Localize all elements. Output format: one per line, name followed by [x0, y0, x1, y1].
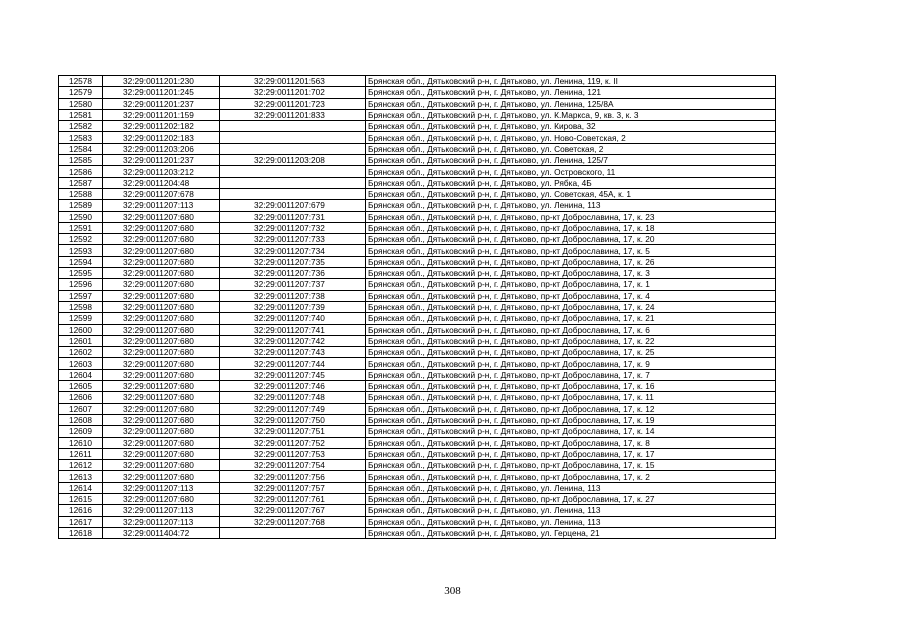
parcel-cadastral-number-cell: 32:29:0011207:680: [103, 369, 220, 380]
object-cadastral-number-cell: 32:29:0011207:733: [220, 234, 366, 245]
address-cell: Брянская обл., Дятьковский р-н, г. Дятьково, пр-кт Доброславина, 17, к. 12: [366, 403, 776, 414]
address-cell: Брянская обл., Дятьковский р-н, г. Дятьково, ул. Ленина, 121: [366, 87, 776, 98]
address-cell: Брянская обл., Дятьковский р-н, г. Дятьково, пр-кт Доброславина, 17, к. 17: [366, 448, 776, 459]
address-cell: Брянская обл., Дятьковский р-н, г. Дятьково, пр-кт Доброславина, 17, к. 26: [366, 256, 776, 267]
address-cell: Брянская обл., Дятьковский р-н, г. Дятьково, пр-кт Доброславина, 17, к. 11: [366, 392, 776, 403]
table-row: [59, 381, 776, 392]
object-cadastral-number-cell: 32:29:0011207:732: [220, 222, 366, 233]
table-row: [59, 482, 776, 493]
object-cadastral-number-cell: 32:29:0011207:737: [220, 279, 366, 290]
table-row: [59, 200, 776, 211]
object-cadastral-number-cell: 32:29:0011207:744: [220, 358, 366, 369]
record-number-cell: 12604: [59, 369, 103, 380]
parcel-cadastral-number-cell: 32:29:0011201:159: [103, 109, 220, 120]
record-number-cell: 12590: [59, 211, 103, 222]
record-number-cell: 12586: [59, 166, 103, 177]
record-number-cell: 12608: [59, 414, 103, 425]
table-row: [59, 448, 776, 459]
parcel-cadastral-number-cell: 32:29:0011207:680: [103, 279, 220, 290]
table-row: [59, 460, 776, 471]
table-row: [59, 177, 776, 188]
record-number-cell: 12611: [59, 448, 103, 459]
record-number-cell: 12607: [59, 403, 103, 414]
address-cell: Брянская обл., Дятьковский р-н, г. Дятьково, пр-кт Доброславина, 17, к. 25: [366, 347, 776, 358]
table-row: [59, 211, 776, 222]
object-cadastral-number-cell: 32:29:0011207:736: [220, 268, 366, 279]
address-cell: Брянская обл., Дятьковский р-н, г. Дятьково, пр-кт Доброславина, 17, к. 2: [366, 471, 776, 482]
table-row: [59, 426, 776, 437]
object-cadastral-number-cell: 32:29:0011207:734: [220, 245, 366, 256]
address-cell: Брянская обл., Дятьковский р-н, г. Дятьково, ул. Ленина, 125/8А: [366, 98, 776, 109]
object-cadastral-number-cell: 32:29:0011207:754: [220, 460, 366, 471]
object-cadastral-number-cell: 32:29:0011207:735: [220, 256, 366, 267]
object-cadastral-number-cell: 32:29:0011207:740: [220, 313, 366, 324]
parcel-cadastral-number-cell: 32:29:0011202:182: [103, 121, 220, 132]
record-number-cell: 12594: [59, 256, 103, 267]
record-number-cell: 12598: [59, 301, 103, 312]
table-row: [59, 279, 776, 290]
address-cell: Брянская обл., Дятьковский р-н, г. Дятьково, пр-кт Доброславина, 17, к. 6: [366, 324, 776, 335]
parcel-cadastral-number-cell: 32:29:0011207:680: [103, 268, 220, 279]
object-cadastral-number-cell: 32:29:0011201:833: [220, 109, 366, 120]
object-cadastral-number-cell: 32:29:0011207:750: [220, 414, 366, 425]
record-number-cell: 12579: [59, 87, 103, 98]
address-cell: Брянская обл., Дятьковский р-н, г. Дятьково, ул. К.Маркса, 9, кв. 3, к. 3: [366, 109, 776, 120]
table-row: [59, 290, 776, 301]
parcel-cadastral-number-cell: 32:29:0011207:680: [103, 313, 220, 324]
address-cell: Брянская обл., Дятьковский р-н, г. Дятьково, пр-кт Доброславина, 17, к. 20: [366, 234, 776, 245]
object-cadastral-number-cell: 32:29:0011207:739: [220, 301, 366, 312]
address-cell: Брянская обл., Дятьковский р-н, г. Дятьково, пр-кт Доброславина, 17, к. 18: [366, 222, 776, 233]
parcel-cadastral-number-cell: 32:29:0011207:113: [103, 516, 220, 527]
address-cell: Брянская обл., Дятьковский р-н, г. Дятьково, ул. Ленина, 113: [366, 505, 776, 516]
record-number-cell: 12588: [59, 188, 103, 199]
record-number-cell: 12599: [59, 313, 103, 324]
table-row: [59, 471, 776, 482]
object-cadastral-number-cell: [220, 121, 366, 132]
object-cadastral-number-cell: 32:29:0011207:757: [220, 482, 366, 493]
parcel-cadastral-number-cell: 32:29:0011207:680: [103, 437, 220, 448]
record-number-cell: 12591: [59, 222, 103, 233]
object-cadastral-number-cell: 32:29:0011207:743: [220, 347, 366, 358]
object-cadastral-number-cell: 32:29:0011207:746: [220, 381, 366, 392]
object-cadastral-number-cell: 32:29:0011207:731: [220, 211, 366, 222]
record-number-cell: 12609: [59, 426, 103, 437]
record-number-cell: 12610: [59, 437, 103, 448]
object-cadastral-number-cell: [220, 177, 366, 188]
object-cadastral-number-cell: 32:29:0011201:702: [220, 87, 366, 98]
record-number-cell: 12605: [59, 381, 103, 392]
object-cadastral-number-cell: 32:29:0011207:768: [220, 516, 366, 527]
page-number: 308: [444, 585, 461, 597]
object-cadastral-number-cell: [220, 527, 366, 538]
table-row: [59, 143, 776, 154]
parcel-cadastral-number-cell: 32:29:0011207:680: [103, 290, 220, 301]
cadastral-registry-table: [58, 75, 776, 539]
address-cell: Брянская обл., Дятьковский р-н, г. Дятьково, пр-кт Доброславина, 17, к. 3: [366, 268, 776, 279]
table-row: [59, 301, 776, 312]
object-cadastral-number-cell: 32:29:0011207:741: [220, 324, 366, 335]
table-row: [59, 313, 776, 324]
parcel-cadastral-number-cell: 32:29:0011207:113: [103, 505, 220, 516]
record-number-cell: 12578: [59, 76, 103, 87]
address-cell: Брянская обл., Дятьковский р-н, г. Дятьково, ул. Рябка, 4Б: [366, 177, 776, 188]
object-cadastral-number-cell: 32:29:0011203:208: [220, 155, 366, 166]
object-cadastral-number-cell: [220, 132, 366, 143]
table-row: [59, 222, 776, 233]
parcel-cadastral-number-cell: 32:29:0011203:206: [103, 143, 220, 154]
address-cell: Брянская обл., Дятьковский р-н, г. Дятьково, ул. Ленина, 113: [366, 482, 776, 493]
table-row: [59, 392, 776, 403]
record-number-cell: 12616: [59, 505, 103, 516]
object-cadastral-number-cell: 32:29:0011207:753: [220, 448, 366, 459]
table-row: [59, 268, 776, 279]
parcel-cadastral-number-cell: 32:29:0011207:113: [103, 200, 220, 211]
record-number-cell: 12606: [59, 392, 103, 403]
object-cadastral-number-cell: 32:29:0011207:751: [220, 426, 366, 437]
object-cadastral-number-cell: 32:29:0011207:742: [220, 335, 366, 346]
record-number-cell: 12614: [59, 482, 103, 493]
parcel-cadastral-number-cell: 32:29:0011201:245: [103, 87, 220, 98]
record-number-cell: 12587: [59, 177, 103, 188]
table-row: [59, 245, 776, 256]
address-cell: Брянская обл., Дятьковский р-н, г. Дятьково, пр-кт Доброславина, 17, к. 21: [366, 313, 776, 324]
table-row: [59, 369, 776, 380]
address-cell: Брянская обл., Дятьковский р-н, г. Дятьково, пр-кт Доброславина, 17, к. 8: [366, 437, 776, 448]
table-row: [59, 98, 776, 109]
object-cadastral-number-cell: 32:29:0011207:752: [220, 437, 366, 448]
object-cadastral-number-cell: 32:29:0011207:761: [220, 493, 366, 504]
parcel-cadastral-number-cell: 32:29:0011207:113: [103, 482, 220, 493]
parcel-cadastral-number-cell: 32:29:0011207:680: [103, 335, 220, 346]
parcel-cadastral-number-cell: 32:29:0011207:680: [103, 245, 220, 256]
address-cell: Брянская обл., Дятьковский р-н, г. Дятьково, пр-кт Доброславина, 17, к. 16: [366, 381, 776, 392]
table-row: [59, 109, 776, 120]
address-cell: Брянская обл., Дятьковский р-н, г. Дятьково, ул. Островского, 11: [366, 166, 776, 177]
table-row: [59, 516, 776, 527]
parcel-cadastral-number-cell: 32:29:0011201:237: [103, 98, 220, 109]
parcel-cadastral-number-cell: 32:29:0011207:680: [103, 211, 220, 222]
address-cell: Брянская обл., Дятьковский р-н, г. Дятьково, ул. Советская, 45А, к. 1: [366, 188, 776, 199]
record-number-cell: 12596: [59, 279, 103, 290]
table-row: [59, 493, 776, 504]
object-cadastral-number-cell: 32:29:0011207:756: [220, 471, 366, 482]
address-cell: Брянская обл., Дятьковский р-н, г. Дятьково, ул. Советская, 2: [366, 143, 776, 154]
address-cell: Брянская обл., Дятьковский р-н, г. Дятьково, пр-кт Доброславина, 17, к. 14: [366, 426, 776, 437]
record-number-cell: 12600: [59, 324, 103, 335]
record-number-cell: 12618: [59, 527, 103, 538]
parcel-cadastral-number-cell: 32:29:0011207:680: [103, 403, 220, 414]
object-cadastral-number-cell: [220, 188, 366, 199]
table-row: [59, 234, 776, 245]
address-cell: Брянская обл., Дятьковский р-н, г. Дятьково, пр-кт Доброславина, 17, к. 23: [366, 211, 776, 222]
parcel-cadastral-number-cell: 32:29:0011207:678: [103, 188, 220, 199]
table-row: [59, 188, 776, 199]
object-cadastral-number-cell: 32:29:0011207:749: [220, 403, 366, 414]
table-row: [59, 358, 776, 369]
table-row: [59, 121, 776, 132]
record-number-cell: 12597: [59, 290, 103, 301]
parcel-cadastral-number-cell: 32:29:0011201:230: [103, 76, 220, 87]
parcel-cadastral-number-cell: 32:29:0011207:680: [103, 460, 220, 471]
record-number-cell: 12585: [59, 155, 103, 166]
table-row: [59, 155, 776, 166]
parcel-cadastral-number-cell: 32:29:0011207:680: [103, 234, 220, 245]
object-cadastral-number-cell: 32:29:0011207:679: [220, 200, 366, 211]
record-number-cell: 12617: [59, 516, 103, 527]
table-row: [59, 132, 776, 143]
object-cadastral-number-cell: 32:29:0011207:767: [220, 505, 366, 516]
table-row: [59, 527, 776, 538]
record-number-cell: 12581: [59, 109, 103, 120]
address-cell: Брянская обл., Дятьковский р-н, г. Дятьково, пр-кт Доброславина, 17, к. 15: [366, 460, 776, 471]
object-cadastral-number-cell: [220, 166, 366, 177]
object-cadastral-number-cell: [220, 143, 366, 154]
address-cell: Брянская обл., Дятьковский р-н, г. Дятьково, пр-кт Доброславина, 17, к. 22: [366, 335, 776, 346]
record-number-cell: 12584: [59, 143, 103, 154]
record-number-cell: 12589: [59, 200, 103, 211]
parcel-cadastral-number-cell: 32:29:0011207:680: [103, 493, 220, 504]
address-cell: Брянская обл., Дятьковский р-н, г. Дятьково, ул. Кирова, 32: [366, 121, 776, 132]
table-row: [59, 76, 776, 87]
parcel-cadastral-number-cell: 32:29:0011207:680: [103, 256, 220, 267]
record-number-cell: 12592: [59, 234, 103, 245]
parcel-cadastral-number-cell: 32:29:0011202:183: [103, 132, 220, 143]
parcel-cadastral-number-cell: 32:29:0011207:680: [103, 426, 220, 437]
parcel-cadastral-number-cell: 32:29:0011207:680: [103, 347, 220, 358]
parcel-cadastral-number-cell: 32:29:0011204:48: [103, 177, 220, 188]
object-cadastral-number-cell: 32:29:0011207:748: [220, 392, 366, 403]
object-cadastral-number-cell: 32:29:0011207:738: [220, 290, 366, 301]
record-number-cell: 12580: [59, 98, 103, 109]
address-cell: Брянская обл., Дятьковский р-н, г. Дятьково, пр-кт Доброславина, 17, к. 7: [366, 369, 776, 380]
record-number-cell: 12582: [59, 121, 103, 132]
parcel-cadastral-number-cell: 32:29:0011207:680: [103, 392, 220, 403]
table-row: [59, 437, 776, 448]
address-cell: Брянская обл., Дятьковский р-н, г. Дятьково, пр-кт Доброславина, 17, к. 19: [366, 414, 776, 425]
record-number-cell: 12595: [59, 268, 103, 279]
record-number-cell: 12615: [59, 493, 103, 504]
registry-table-body: [59, 76, 776, 539]
record-number-cell: 12613: [59, 471, 103, 482]
table-row: [59, 505, 776, 516]
table-row: [59, 166, 776, 177]
table-row: [59, 403, 776, 414]
parcel-cadastral-number-cell: 32:29:0011207:680: [103, 471, 220, 482]
address-cell: Брянская обл., Дятьковский р-н, г. Дятьково, ул. Ленина, 113: [366, 516, 776, 527]
record-number-cell: 12593: [59, 245, 103, 256]
address-cell: Брянская обл., Дятьковский р-н, г. Дятьково, ул. Ленина, 113: [366, 200, 776, 211]
table-row: [59, 414, 776, 425]
address-cell: Брянская обл., Дятьковский р-н, г. Дятьково, ул. Ленина, 119, к. II: [366, 76, 776, 87]
parcel-cadastral-number-cell: 32:29:0011404:72: [103, 527, 220, 538]
address-cell: Брянская обл., Дятьковский р-н, г. Дятьково, ул. Герцена, 21: [366, 527, 776, 538]
parcel-cadastral-number-cell: 32:29:0011207:680: [103, 448, 220, 459]
record-number-cell: 12601: [59, 335, 103, 346]
address-cell: Брянская обл., Дятьковский р-н, г. Дятьково, пр-кт Доброславина, 17, к. 9: [366, 358, 776, 369]
address-cell: Брянская обл., Дятьковский р-н, г. Дятьково, пр-кт Доброславина, 17, к. 24: [366, 301, 776, 312]
parcel-cadastral-number-cell: 32:29:0011207:680: [103, 358, 220, 369]
parcel-cadastral-number-cell: 32:29:0011207:680: [103, 222, 220, 233]
record-number-cell: 12602: [59, 347, 103, 358]
parcel-cadastral-number-cell: 32:29:0011207:680: [103, 414, 220, 425]
address-cell: Брянская обл., Дятьковский р-н, г. Дятьково, пр-кт Доброславина, 17, к. 1: [366, 279, 776, 290]
object-cadastral-number-cell: 32:29:0011201:723: [220, 98, 366, 109]
table-row: [59, 347, 776, 358]
address-cell: Брянская обл., Дятьковский р-н, г. Дятьково, пр-кт Доброславина, 17, к. 4: [366, 290, 776, 301]
object-cadastral-number-cell: 32:29:0011207:745: [220, 369, 366, 380]
object-cadastral-number-cell: 32:29:0011201:563: [220, 76, 366, 87]
table-row: [59, 256, 776, 267]
address-cell: Брянская обл., Дятьковский р-н, г. Дятьково, ул. Ново-Советская, 2: [366, 132, 776, 143]
parcel-cadastral-number-cell: 32:29:0011201:237: [103, 155, 220, 166]
record-number-cell: 12603: [59, 358, 103, 369]
parcel-cadastral-number-cell: 32:29:0011203:212: [103, 166, 220, 177]
table-row: [59, 87, 776, 98]
table-row: [59, 335, 776, 346]
parcel-cadastral-number-cell: 32:29:0011207:680: [103, 301, 220, 312]
record-number-cell: 12583: [59, 132, 103, 143]
record-number-cell: 12612: [59, 460, 103, 471]
address-cell: Брянская обл., Дятьковский р-н, г. Дятьково, пр-кт Доброславина, 17, к. 5: [366, 245, 776, 256]
parcel-cadastral-number-cell: 32:29:0011207:680: [103, 381, 220, 392]
address-cell: Брянская обл., Дятьковский р-н, г. Дятьково, пр-кт Доброславина, 17, к. 27: [366, 493, 776, 504]
table-row: [59, 324, 776, 335]
parcel-cadastral-number-cell: 32:29:0011207:680: [103, 324, 220, 335]
address-cell: Брянская обл., Дятьковский р-н, г. Дятьково, ул. Ленина, 125/7: [366, 155, 776, 166]
